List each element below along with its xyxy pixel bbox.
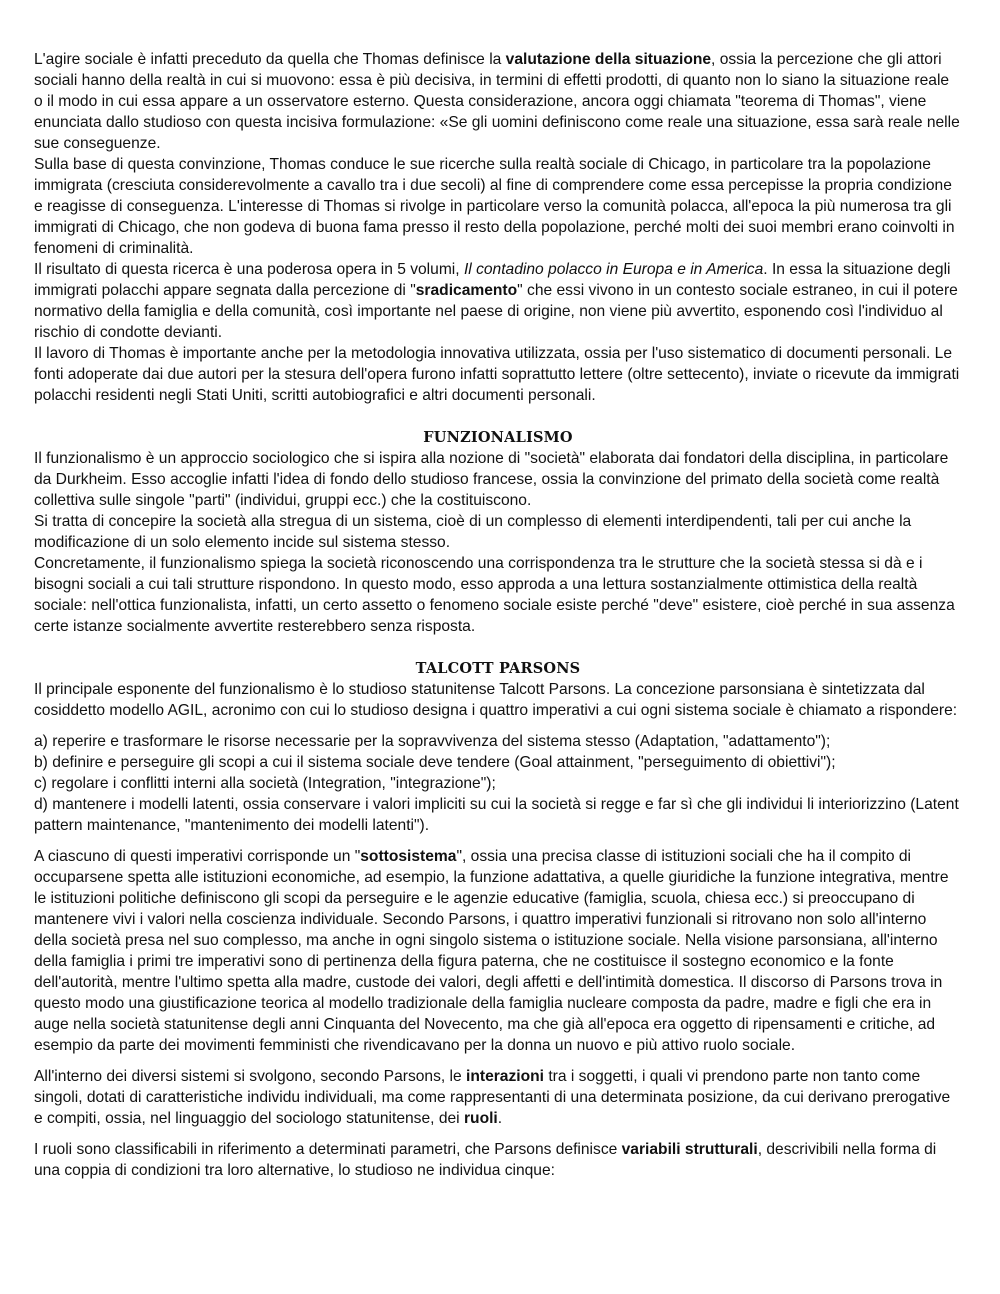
paragraph-valutazione: L'agire sociale è infatti preceduto da quella che Thomas definisce la valutazione della situazione, ossia la percezione che gli attori sociali hanno della realtà in cui si muovono: essa è più decisiva, in termini di effetti prodotti, di quanto non lo siano la situazione reale o il modo in cui essa appare a un osservatore esterno. Questa considerazione, ancora oggi chiamata "teorema di Thomas", viene enunciata dallo studioso con questa incisiva formulazione: «Se gli uomini definiscono come reale una situazione, essa sarà reale nelle sue conseguenze. <box>34 51 960 152</box>
heading-funzionalismo: FUNZIONALISMO <box>423 429 573 446</box>
paragraph-funz-1: Il funzionalismo è un approccio sociologico che si ispira alla nozione di "società" elaborata dai fondatori della disciplina, in particolare da Durkheim. Esso accoglie infatti l'idea di fondo dello studioso francese, ossia la convinzione del primato della società come realtà collettiva sulle singole "parti" (individui, gruppi ecc.) che la costituiscono. <box>34 450 949 509</box>
term-sradicamento: sradicamento <box>415 282 518 299</box>
book-title: Il contadino polacco in Europa e in America <box>463 261 764 278</box>
term-sottosistema: sottosistema <box>360 848 457 865</box>
paragraph-interazioni: All'interno dei diversi sistemi si svolgono, secondo Parsons, le interazioni tra i soggetti, i quali vi prendono parte non tanto come singoli, dotati di caratteristiche individu individuali, ma come rappresentanti di una determinata posizione, da cui derivano prerogative e compiti, ossia, nel linguaggio del sociologo statunitense, dei ruoli. <box>34 1068 951 1127</box>
paragraph-metodologia: Il lavoro di Thomas è importante anche per la metodologia innovativa utilizzata, ossia per l'uso sistematico di documenti personali. Le fonti adoperate dai due autori per la stesura dell'opera furono infatti soprattutto lettere (oltre settecento), inviate o ricevute da immigrati polacchi residenti negli Stati Uniti, scritti autobiografici e altri documenti personali. <box>34 345 960 404</box>
term-valutazione: valutazione della situazione <box>505 51 712 68</box>
term-ruoli: ruoli <box>463 1110 498 1127</box>
heading-talcott-parsons: TALCOTT PARSONS <box>415 660 581 677</box>
paragraph-chicago: Sulla base di questa convinzione, Thomas conduce le sue ricerche sulla realtà sociale di Chicago, in particolare tra la popolazione immigrata (cresciuta considerevolmente a cavallo tra i due secoli) al fine di comprendere come essa percepisse la propria condizione e reagisse di conseguenza. L'interesse di Thomas si rivolge in particolare verso la comunità polacca, all'epoca la più numerosa tra gli immigrati di Chicago, che non godeva di buona fama presso il resto della popolazione, perché molti dei suoi membri erano coinvolti in fenomeni di criminalità. <box>34 156 955 257</box>
agil-item-d: d) mantenere i modelli latenti, ossia conservare i valori impliciti su cui la società si regge e far sì che gli individui li interiorizzino (Latent pattern maintenance, "mantenimento dei modelli latenti"). <box>34 796 959 834</box>
paragraph-sottosistema: A ciascuno di questi imperativi corrisponde un "sottosistema", ossia una precisa classe di istituzioni sociali che ha il compito di occuparsene spetta alle istituzioni economiche, ad esempio, la funzione adattativa, a quelle giuridiche la funzione integrativa, mentre le istituzioni politiche definiscono gli scopi da perseguire e le agenzie educative (famiglia, scuola, chiesa ecc.) si preoccupano di mantenere vivi i valori nella coscienza individuale. Secondo Parsons, i quattro imperativi funzionali si ritrovano non solo all'interno della società presa nel suo complesso, ma anche in ogni singolo sistema o istituzione sociale. Nella visione parsonsiana, all'interno della famiglia i primi tre imperativi sono di pertinenza della figura paterna, che ne costituisce il sostegno economico e la fonte dell'autorità, mentre l'ultimo spetta alla madre, custode dei valori, degli affetti e dell'intimità domestica. Il discorso di Parsons trova in questo modo una giustificazione teorica al modello tradizionale della famiglia nucleare composta da padre, madre e figli che era in auge nella società statunitense degli anni Cinquanta del Novecento, ma che già all'epoca era oggetto di ripensamenti e critiche, ad esempio da parte dei movimenti femministi che rivendicavano per la donna un nuovo e più attivo ruolo sociale. <box>34 848 949 1054</box>
paragraph-funz-3: Concretamente, il funzionalismo spiega la società riconoscendo una corrispondenza tra le strutture che la società stessa si dà e i bisogni sociali a cui tali strutture rispondono. In questo modo, esso approda a una lettura sostanzialmente ottimistica della realtà sociale: nell'ottica funzionalista, infatti, un certo assetto o fenomeno sociale esiste perché "deve" esistere, cioè perché in sua assenza certe istanze socialmente avvertite resterebbero senza risposta. <box>34 555 955 635</box>
agil-item-a: a) reperire e trasformare le risorse necessarie per la sopravvivenza del sistema stesso (Adaptation, "adattamento"); <box>34 733 831 750</box>
agil-item-c: c) regolare i conflitti interni alla società (Integration, "integrazione"); <box>34 775 496 792</box>
agil-item-b: b) definire e perseguire gli scopi a cui il sistema sociale deve tendere (Goal attainment, "perseguimento di obiettivi"); <box>34 754 836 771</box>
term-variabili-strutturali: variabili strutturali <box>621 1141 758 1158</box>
paragraph-funz-2: Si tratta di concepire la società alla stregua di un sistema, cioè di un complesso di elementi interdipendenti, tali per cui anche la modificazione di un solo elemento incide sul sistema stesso. <box>34 513 912 551</box>
term-interazioni: interazioni <box>466 1068 544 1085</box>
paragraph-variabili: I ruoli sono classificabili in riferimento a determinati parametri, che Parsons definisce variabili strutturali, descrivibili nella forma di una coppia di condizioni tra loro alternative, lo studioso ne individua cinque: <box>34 1141 937 1179</box>
paragraph-contadino-polacco: Il risultato di questa ricerca è una poderosa opera in 5 volumi, Il contadino polacco in Europa e in America. In essa la situazione degli immigrati polacchi appare segnata dalla percezione di "sradicamento" che essi vivono in un contesto sociale estraneo, in cui il potere normativo della famiglia e della comunità, così importante nel paese di origine, non viene più avvertito, esponendo così l'individuo al rischio di condotte devianti. <box>34 261 958 341</box>
paragraph-parsons-intro: Il principale esponente del funzionalismo è lo studioso statunitense Talcott Parsons. La concezione parsonsiana è sintetizzata dal cosiddetto modello AGIL, acronimo con cui lo studioso designa i quattro imperativi a cui ogni sistema sociale è chiamato a rispondere: <box>34 681 958 719</box>
